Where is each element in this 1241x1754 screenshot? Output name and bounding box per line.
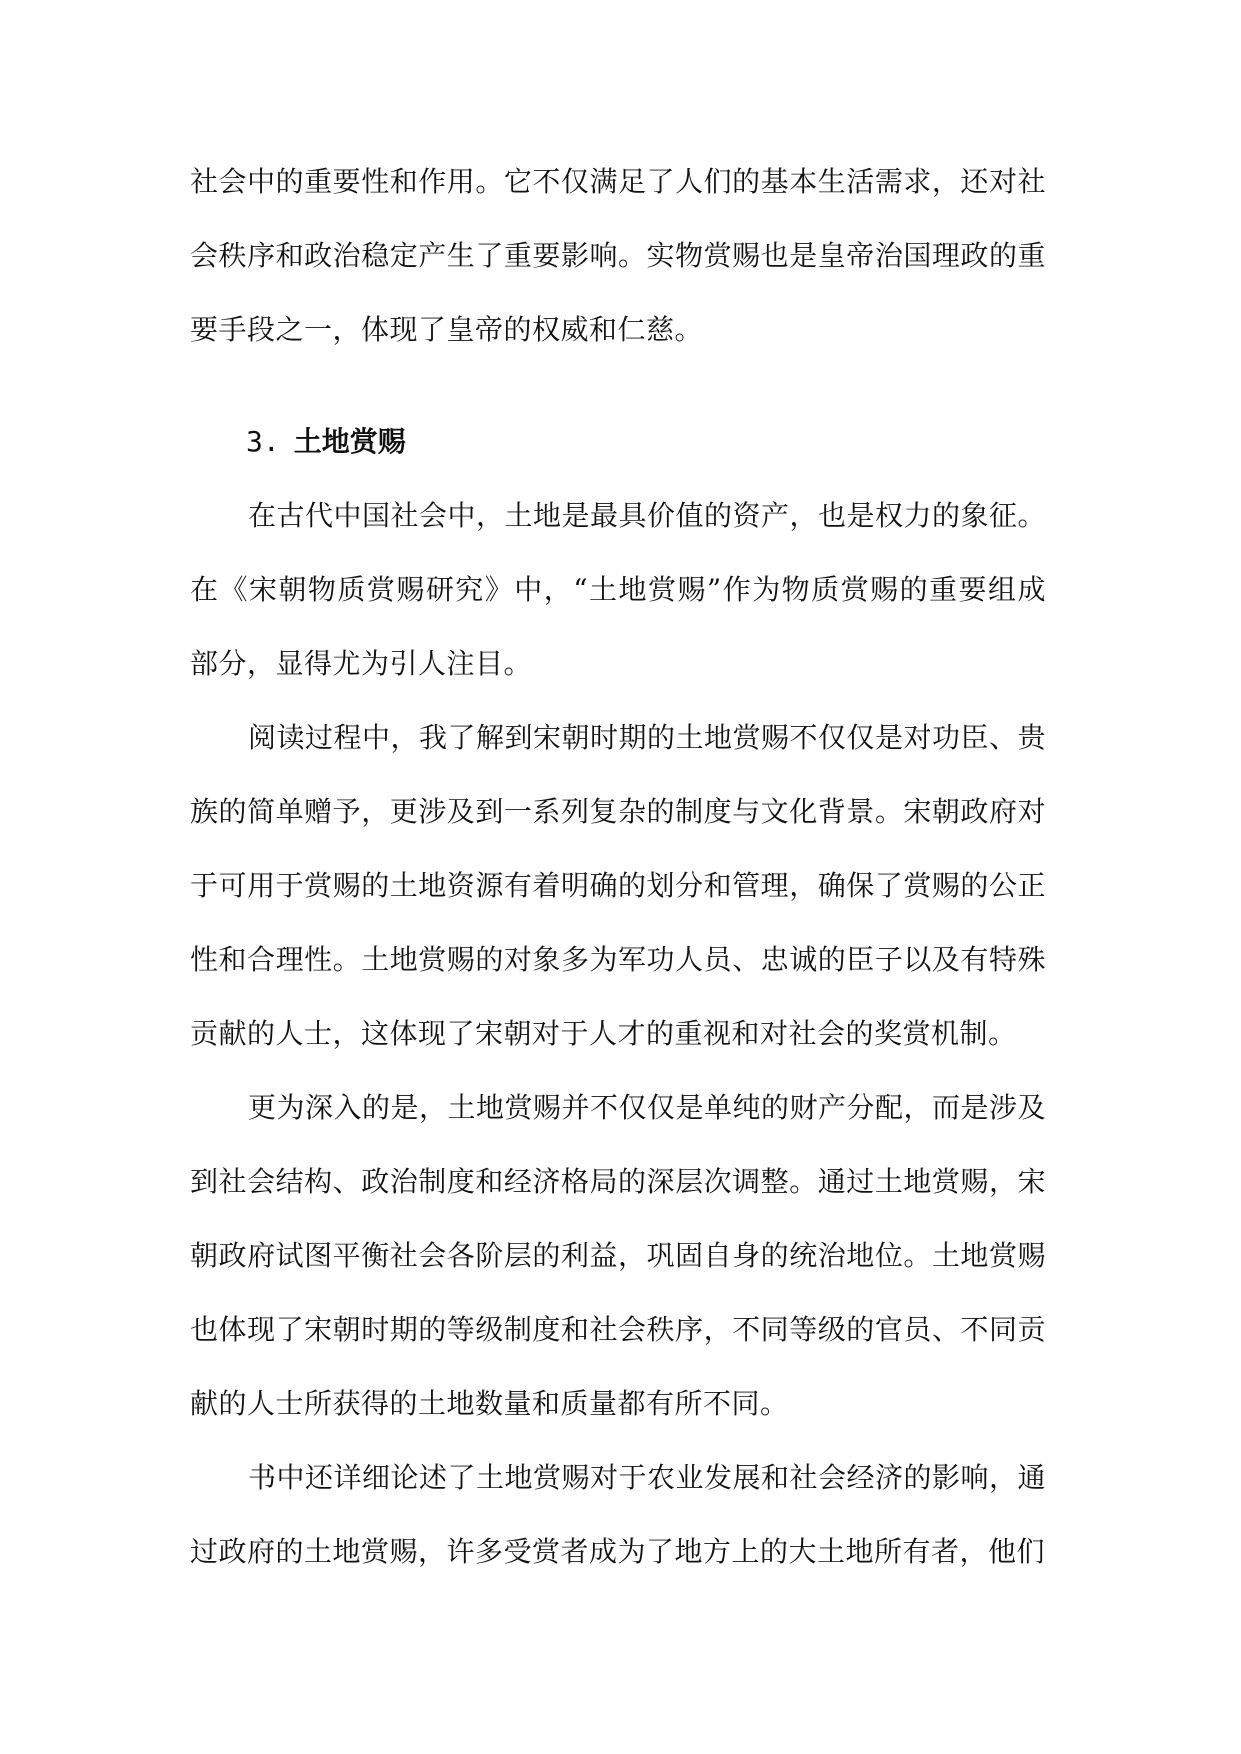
section-title: 土地赏赐 bbox=[293, 425, 406, 458]
section-heading bbox=[190, 405, 1046, 479]
opening-paragraph: 社会中的重要性和作用。它不仅满足了人们的基本生活需求，还对社会秩序和政治稳定产生了重要影响。实物赏赐也是皇帝治国理政的重要手段之一，体现了皇帝的权威和仁慈。 bbox=[190, 165, 1046, 346]
section-number: 3. bbox=[246, 425, 280, 458]
paragraph-3: 更为深入的是，土地赏赐并不仅仅是单纯的财产分配，而是涉及到社会结构、政治制度和经济格局的深层次调整。通过土地赏赐，宋朝政府试图平衡社会各阶层的利益，巩固自身的统治地位。土地赏赐也体现了宋朝时期的等级制度和社会秩序，不同等级的官员、不同贡献的人士所获得的土地数量和质量都有所不同。 bbox=[190, 1091, 1047, 1420]
paragraph-2: 阅读过程中，我了解到宋朝时期的土地赏赐不仅仅是对功臣、贵族的简单赠予，更涉及到一系列复杂的制度与文化背景。宋朝政府对于可用于赏赐的土地资源有着明确的划分和管理，确保了赏赐的公正性和合理性。土地赏赐的对象多为军功人员、忠诚的臣子以及有特殊贡献的人士，这体现了宋朝对于人才的重视和对社会的奖赏机制。 bbox=[190, 721, 1047, 1050]
paragraph-4: 书中还详细论述了土地赏赐对于农业发展和社会经济的影响，通过政府的土地赏赐，许多受赏者成为了地方上的大土地所有者，他们 bbox=[190, 1461, 1047, 1568]
paragraph-1: 在古代中国社会中，土地是最具价值的资产，也是权力的象征。在《宋朝物质赏赐研究》中，“土地赏赐”作为物质赏赐的重要组成部分，显得尤为引人注目。 bbox=[190, 499, 1047, 680]
document-body bbox=[190, 145, 1046, 1589]
